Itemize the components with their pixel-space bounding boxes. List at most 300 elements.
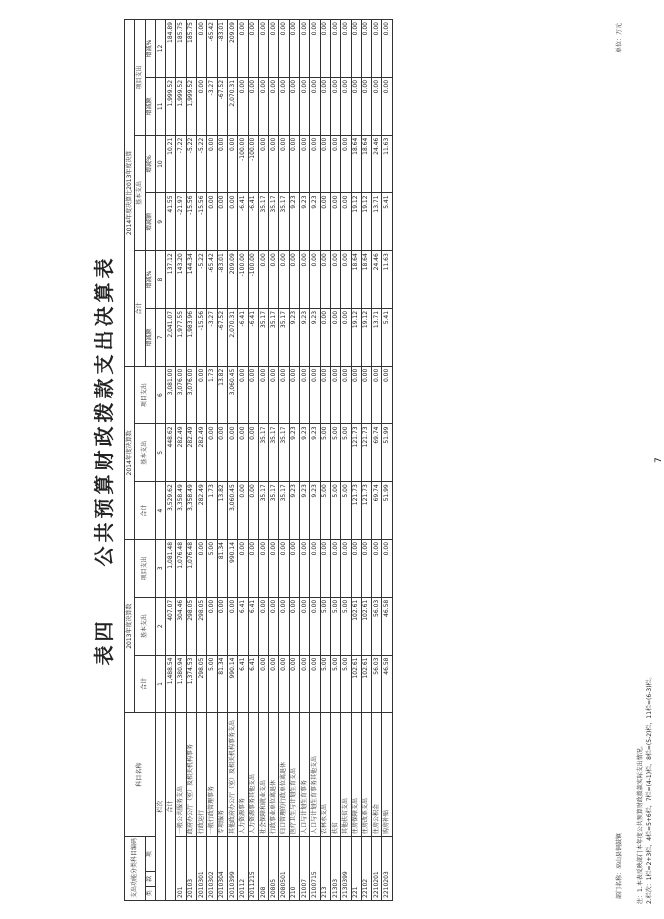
row-subject: 社会保障和就业支出	[258, 713, 268, 837]
row-value: 69.74	[372, 482, 382, 540]
total-cell: 448.62	[166, 424, 176, 482]
row-code: 2100715	[310, 837, 320, 901]
row-value: 0.00	[238, 424, 248, 482]
row-value: 102.61	[351, 597, 361, 655]
row-value: 121.73	[361, 424, 371, 482]
row-value: -3.27	[207, 308, 217, 366]
total-cell: 3,081.00	[166, 366, 176, 424]
total-cell: 2,041.07	[166, 308, 176, 366]
table-row	[341, 20, 351, 901]
row-value: 5.00	[330, 597, 340, 655]
row-value: 0.00	[279, 366, 289, 424]
row-value: 0.00	[330, 193, 340, 251]
row-subject: 政府办公厅（室）及相关机构事务	[186, 713, 196, 837]
row-value: 0.00	[269, 597, 279, 655]
table-row	[351, 20, 361, 901]
table-title: 公共预算财政拨款支出决算表	[92, 254, 116, 567]
row-value: 0.00	[289, 251, 299, 309]
row-value: 185.75	[176, 20, 186, 78]
row-subject: 购房补贴	[382, 713, 392, 837]
row-value: 3,060.45	[227, 366, 237, 424]
notes-block	[636, 14, 654, 904]
col-subject: 科目名称	[125, 713, 156, 837]
total-cell: 1,081.48	[166, 539, 176, 597]
row-value: 0.00	[207, 424, 217, 482]
row-value: 19.12	[361, 193, 371, 251]
total-cell: 10.21	[166, 135, 176, 193]
row-value: 3,358.49	[186, 482, 196, 540]
row-subject: 其他扶贫支出	[341, 713, 351, 837]
col-no: 5	[155, 424, 165, 482]
row-subject: 扶贫	[330, 713, 340, 837]
total-row-title: 合计	[166, 713, 176, 901]
table-row	[289, 20, 299, 901]
row-value: 1,977.55	[176, 308, 186, 366]
row-value: 9.23	[300, 308, 310, 366]
table-body	[14, 19, 664, 901]
row-value: 0.00	[289, 539, 299, 597]
row-value: 0.00	[341, 20, 351, 78]
row-value: 990.14	[227, 539, 237, 597]
row-value: 9.23	[289, 308, 299, 366]
col-g2014: 2014年度决算数	[125, 366, 135, 539]
row-value: 0.00	[258, 77, 268, 135]
row-value: 51.99	[382, 424, 392, 482]
row-value: 0.00	[330, 20, 340, 78]
row-value: 209.09	[227, 20, 237, 78]
row-value: 0.00	[320, 193, 330, 251]
row-value: 0.00	[258, 655, 268, 713]
row-value: 46.58	[382, 655, 392, 713]
row-value: 56.03	[372, 655, 382, 713]
col-gcmp: 2014年度决算比2013年度决算	[125, 20, 135, 367]
row-value: 5.00	[320, 655, 330, 713]
label-row-title: 栏次	[155, 713, 165, 901]
col-2014-basic: 基本支出	[135, 424, 156, 482]
row-value: 0.00	[248, 366, 258, 424]
row-value: -67.52	[217, 77, 227, 135]
row-subject: 一般行政管理事务	[207, 713, 217, 837]
unit-name: 部门名称：巫山县铜鼓镇	[616, 832, 623, 899]
row-value: 18.64	[361, 135, 371, 193]
row-value: 0.00	[310, 251, 320, 309]
row-value: 0.00	[269, 77, 279, 135]
table-number: 表四	[92, 617, 116, 666]
row-value: 9.23	[289, 193, 299, 251]
row-value: 0.00	[372, 77, 382, 135]
row-value: 0.00	[300, 251, 310, 309]
row-value: 0.00	[300, 366, 310, 424]
col-no: 4	[155, 482, 165, 540]
row-subject: 住房公积金	[372, 713, 382, 837]
row-value: 0.00	[330, 251, 340, 309]
row-value: 35.17	[258, 193, 268, 251]
row-value: 5.00	[320, 424, 330, 482]
row-value: 0.00	[269, 20, 279, 78]
row-value: 5.00	[330, 655, 340, 713]
row-value: 56.03	[372, 597, 382, 655]
row-value: 0.00	[197, 366, 207, 424]
row-value: 1.73	[207, 366, 217, 424]
row-value: 35.17	[269, 424, 279, 482]
row-value: 0.00	[341, 366, 351, 424]
row-value: 0.00	[382, 366, 392, 424]
row-value: 24.46	[372, 251, 382, 309]
col-g2013: 2013年度决算数	[125, 539, 135, 712]
row-value: 0.00	[341, 135, 351, 193]
table-row	[330, 20, 340, 901]
currency-unit: 单位：万元	[616, 23, 623, 54]
row-value: 3,076.00	[186, 366, 196, 424]
row-value: 0.00	[310, 597, 320, 655]
row-value: 24.46	[372, 135, 382, 193]
row-value: 35.17	[279, 193, 289, 251]
row-value: 0.00	[279, 655, 289, 713]
col-no: 2	[155, 597, 165, 655]
row-value: 0.00	[248, 424, 258, 482]
row-value: 3,060.45	[227, 482, 237, 540]
row-value: 0.00	[217, 597, 227, 655]
row-value: 0.00	[248, 20, 258, 78]
row-value: 0.00	[217, 193, 227, 251]
col-cmp-project: 项目支出	[135, 20, 145, 136]
row-value: 0.00	[372, 366, 382, 424]
row-value: 0.00	[289, 366, 299, 424]
row-value: 0.00	[258, 539, 268, 597]
row-value: 282.49	[186, 424, 196, 482]
row-value: 0.00	[320, 135, 330, 193]
row-value: -6.41	[238, 193, 248, 251]
row-value: 121.73	[351, 482, 361, 540]
row-value: 9.23	[300, 482, 310, 540]
label-row	[155, 20, 165, 901]
row-value: 0.00	[341, 308, 351, 366]
table-row	[248, 20, 258, 901]
row-subject: 医疗卫生与计划生育支出	[289, 713, 299, 837]
row-value: 0.00	[217, 424, 227, 482]
row-value: -67.52	[217, 308, 227, 366]
row-value: 0.00	[351, 20, 361, 78]
row-value: 0.00	[269, 655, 279, 713]
row-subject: 住房改革支出	[361, 713, 371, 837]
row-value: 0.00	[227, 597, 237, 655]
row-value: 0.00	[227, 193, 237, 251]
row-value: 0.00	[361, 539, 371, 597]
col-code-group: 支出功能分类科目编码	[125, 837, 146, 901]
row-subject: 人力资源事务	[238, 713, 248, 837]
page-number: 7	[654, 457, 664, 463]
row-code: 20103	[186, 837, 196, 901]
row-value: -100.00	[248, 135, 258, 193]
note-line: 2.栏次：1栏=2+3栏，4栏=5+6栏，7栏=(4-1)栏，8栏=(5-2)栏，11栏=(6-3)栏。	[646, 673, 653, 904]
col-no: 12	[155, 20, 165, 78]
row-value: 0.00	[310, 655, 320, 713]
table-row	[186, 20, 196, 901]
row-value: 185.75	[186, 20, 196, 78]
col-cmp-basic: 基本支出	[135, 135, 145, 251]
row-code: 20112	[238, 837, 248, 901]
row-value: 0.00	[320, 20, 330, 78]
row-value: 0.00	[310, 20, 320, 78]
row-value: 0.00	[300, 77, 310, 135]
row-value: 0.00	[300, 539, 310, 597]
row-value: 0.00	[341, 193, 351, 251]
col-2013-total: 合计	[135, 655, 156, 713]
row-code: 21007	[300, 837, 310, 901]
row-value: 18.64	[361, 251, 371, 309]
col-2014-project: 项目支出	[135, 366, 156, 424]
row-value: 0.00	[361, 77, 371, 135]
row-value: 0.00	[197, 20, 207, 78]
row-value: 0.00	[320, 251, 330, 309]
row-value: 0.00	[269, 366, 279, 424]
row-value: -83.01	[217, 251, 227, 309]
row-value: 19.12	[351, 193, 361, 251]
row-value: 81.34	[217, 539, 227, 597]
row-value: 0.00	[279, 135, 289, 193]
row-value: 35.17	[258, 482, 268, 540]
row-value: 9.23	[300, 193, 310, 251]
row-value: 0.00	[382, 77, 392, 135]
row-value: 5.00	[207, 655, 217, 713]
row-value: 0.00	[330, 539, 340, 597]
row-value: 0.00	[248, 482, 258, 540]
col-no: 6	[155, 366, 165, 424]
row-value: 2,070.31	[227, 77, 237, 135]
row-value: 298.05	[197, 597, 207, 655]
row-value: 0.00	[310, 366, 320, 424]
col-level-xiang: 项	[145, 837, 155, 872]
row-value: 282.49	[197, 424, 207, 482]
row-value: -21.97	[176, 193, 186, 251]
row-value: 0.00	[197, 77, 207, 135]
row-value: 0.00	[227, 424, 237, 482]
row-value: 0.00	[300, 655, 310, 713]
row-value: -7.22	[176, 135, 186, 193]
row-value: 990.14	[227, 655, 237, 713]
row-value: 0.00	[289, 135, 299, 193]
row-value: 0.00	[207, 135, 217, 193]
row-value: 0.00	[289, 20, 299, 78]
table-row	[300, 20, 310, 901]
row-value: 35.17	[279, 482, 289, 540]
row-value: 5.00	[330, 424, 340, 482]
row-value: 0.00	[207, 193, 217, 251]
row-value: 35.17	[279, 424, 289, 482]
table-row	[320, 20, 330, 901]
row-value: 0.00	[197, 539, 207, 597]
row-value: 1,983.96	[186, 308, 196, 366]
row-value: 6.41	[238, 655, 248, 713]
row-value: 0.00	[310, 539, 320, 597]
table-row	[279, 20, 289, 901]
row-value: 0.00	[300, 20, 310, 78]
row-value: 0.00	[330, 308, 340, 366]
row-value: 5.00	[207, 539, 217, 597]
row-value: 1,076.48	[186, 539, 196, 597]
row-value: -100.00	[238, 135, 248, 193]
col-2014-total: 合计	[135, 482, 156, 540]
row-value: 121.73	[351, 424, 361, 482]
table-row	[258, 20, 268, 901]
row-value: -15.56	[197, 308, 207, 366]
note-line: 注：1.本表反映部门本年度公共预算财政拨款实际支出情况。	[637, 742, 644, 904]
row-value: 0.00	[238, 77, 248, 135]
row-value: 144.34	[186, 251, 196, 309]
row-value: 0.00	[289, 597, 299, 655]
row-subject: 人口与计划生育事务其他支出	[310, 713, 320, 837]
col-no: 7	[155, 308, 165, 366]
col-level-lei: 类	[145, 886, 155, 900]
row-value: 0.00	[341, 539, 351, 597]
row-value: 35.17	[269, 193, 279, 251]
table-row	[269, 20, 279, 901]
row-value: 0.00	[248, 77, 258, 135]
row-subject: 住房保障支出	[351, 713, 361, 837]
row-code: 2210201	[372, 837, 382, 901]
row-value: 13.71	[372, 193, 382, 251]
row-value: 19.12	[351, 308, 361, 366]
row-code: 22102	[361, 837, 371, 901]
row-code: 210	[289, 837, 299, 901]
row-value: 35.17	[269, 482, 279, 540]
row-value: 298.05	[197, 655, 207, 713]
row-value: 13.82	[217, 482, 227, 540]
row-value: 3,358.49	[176, 482, 186, 540]
row-value: 0.00	[372, 539, 382, 597]
row-subject: 行政事业单位离退休	[269, 713, 279, 837]
table-row	[207, 20, 217, 901]
col-level-kuan: 款	[145, 872, 155, 886]
row-value: 11.63	[382, 135, 392, 193]
row-code: 21303	[330, 837, 340, 901]
row-value: 102.61	[351, 655, 361, 713]
row-subject: 人口与计划生育事务	[300, 713, 310, 837]
col-pct-3: 增减%	[145, 20, 155, 78]
col-no: 11	[155, 77, 165, 135]
row-value: 0.00	[320, 539, 330, 597]
row-value: 6.41	[238, 597, 248, 655]
row-value: -3.27	[207, 77, 217, 135]
expenditure-table	[124, 19, 393, 901]
row-value: 304.46	[176, 597, 186, 655]
row-code: 2210203	[382, 837, 392, 901]
row-value: 9.23	[289, 482, 299, 540]
row-value: 0.00	[258, 135, 268, 193]
row-value: -5.22	[186, 135, 196, 193]
row-value: 209.09	[227, 251, 237, 309]
row-value: 0.00	[289, 655, 299, 713]
row-value: 2,070.31	[227, 308, 237, 366]
row-code: 2130399	[341, 837, 351, 901]
table-row	[197, 20, 207, 901]
row-subject: 专项服务	[217, 713, 227, 837]
row-value: 282.49	[176, 424, 186, 482]
row-value: 81.34	[217, 655, 227, 713]
row-value: 0.00	[269, 539, 279, 597]
row-code: 2080501	[279, 837, 289, 901]
row-value: 0.00	[238, 482, 248, 540]
row-value: 35.17	[269, 308, 279, 366]
row-value: 1,076.48	[176, 539, 186, 597]
row-code: 2010304	[217, 837, 227, 901]
col-amt-2: 增减额	[145, 193, 155, 251]
table-row	[310, 20, 320, 901]
row-subject: 农林水支出	[320, 713, 330, 837]
row-value: 9.23	[310, 308, 320, 366]
row-code: 2010399	[227, 837, 237, 901]
row-code: 201	[176, 837, 186, 901]
row-value: 1,374.53	[186, 655, 196, 713]
row-value: 0.00	[258, 20, 268, 78]
col-cmp-total: 合计	[135, 251, 145, 367]
col-amt-1: 增减额	[145, 308, 155, 366]
row-value: 13.82	[217, 366, 227, 424]
row-value: 0.00	[351, 366, 361, 424]
row-code: 213	[320, 837, 330, 901]
row-code: 2010301	[197, 837, 207, 901]
row-value: 0.00	[310, 135, 320, 193]
row-value: 35.17	[258, 308, 268, 366]
row-value: 18.64	[351, 135, 361, 193]
row-value: 0.00	[269, 135, 279, 193]
row-value: 0.00	[320, 308, 330, 366]
row-value: 6.41	[248, 597, 258, 655]
col-no: 8	[155, 251, 165, 309]
row-value: 5.00	[320, 597, 330, 655]
row-value: 35.17	[258, 424, 268, 482]
row-value: 1.73	[207, 482, 217, 540]
row-value: 0.00	[361, 20, 371, 78]
row-code: 20805	[269, 837, 279, 901]
col-no: 3	[155, 539, 165, 597]
col-2013-basic: 基本支出	[135, 597, 156, 655]
total-cell: 1,999.52	[166, 77, 176, 135]
row-value: 0.00	[279, 20, 289, 78]
row-value: -5.22	[197, 251, 207, 309]
table-row	[238, 20, 248, 901]
row-subject: 归口管理的行政单位离退休	[279, 713, 289, 837]
table-row	[361, 20, 371, 901]
page-title	[88, 19, 117, 901]
row-value: 5.00	[341, 597, 351, 655]
row-value: 11.63	[382, 251, 392, 309]
row-value: 18.64	[351, 251, 361, 309]
row-value: 298.05	[186, 597, 196, 655]
row-value: 0.00	[330, 135, 340, 193]
row-value: 6.41	[248, 655, 258, 713]
row-value: -6.41	[248, 193, 258, 251]
row-value: 5.41	[382, 193, 392, 251]
row-value: 0.00	[382, 20, 392, 78]
row-value: -5.22	[197, 135, 207, 193]
row-value: -100.00	[238, 251, 248, 309]
row-value: 143.20	[176, 251, 186, 309]
row-value: 5.00	[341, 482, 351, 540]
table-row	[372, 20, 382, 901]
row-subject: 人力资源事务其他支出	[248, 713, 258, 837]
row-value: -100.00	[248, 251, 258, 309]
row-value: 0.00	[258, 597, 268, 655]
row-value: 1,380.94	[176, 655, 186, 713]
row-value: 9.23	[300, 424, 310, 482]
row-value: 0.00	[289, 77, 299, 135]
row-value: 0.00	[351, 539, 361, 597]
col-no: 10	[155, 135, 165, 193]
row-value: -6.41	[248, 308, 258, 366]
row-value: 0.00	[341, 251, 351, 309]
row-value: 0.00	[330, 77, 340, 135]
